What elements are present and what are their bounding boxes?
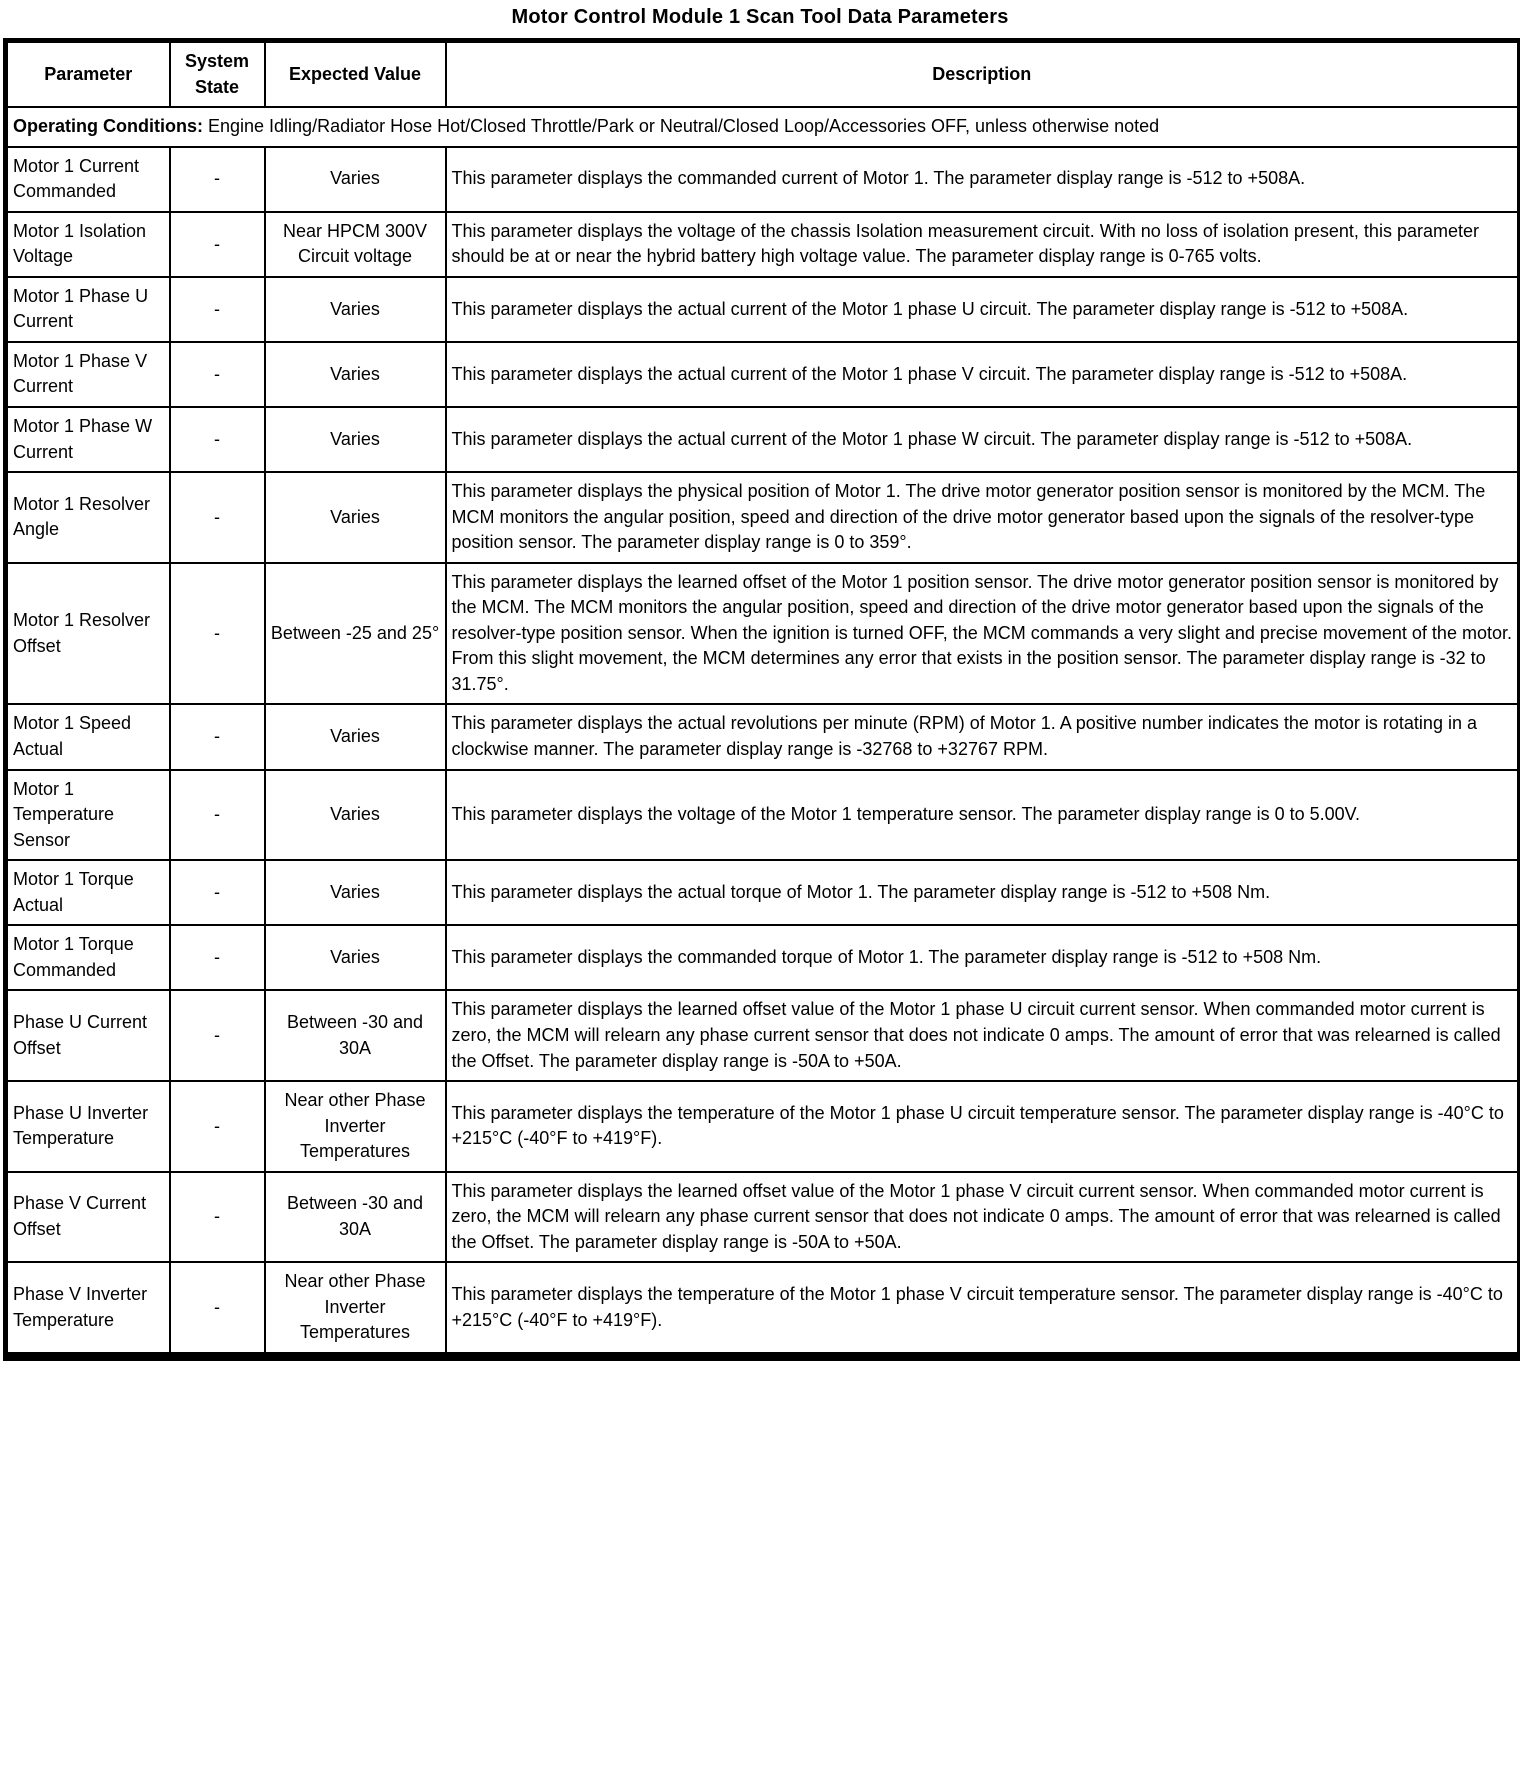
column-header-expected-value: Expected Value: [265, 41, 446, 108]
system-state-cell: -: [170, 1081, 265, 1172]
description-cell: This parameter displays the physical position of Motor 1. The drive motor generator position sensor is monitored by the MCM. The MCM monitors the angular position, speed and direction of the drive motor generator based upon the signals of the resolver-type position sensor. The parameter display range is 0 to 359°.: [446, 472, 1520, 563]
system-state-cell: -: [170, 1172, 265, 1263]
table-row: [6, 407, 1520, 472]
system-state-cell: -: [170, 277, 265, 342]
parameter-cell: Phase V Current Offset: [6, 1172, 170, 1263]
expected-value-cell: Between -30 and 30A: [265, 990, 446, 1081]
description-cell: This parameter displays the temperature of the Motor 1 phase U circuit temperature sensor. The parameter display range is -40°C to +215°C (-40°F to +419°F).: [446, 1081, 1520, 1172]
table-row: [6, 277, 1520, 342]
description-cell: This parameter displays the temperature of the Motor 1 phase V circuit temperature sensor. The parameter display range is -40°C to +215°C (-40°F to +419°F).: [446, 1262, 1520, 1356]
system-state-cell: -: [170, 472, 265, 563]
description-cell: This parameter displays the voltage of the chassis Isolation measurement circuit. With no loss of isolation present, this parameter should be at or near the hybrid battery high voltage value. The parameter display range is 0-765 volts.: [446, 212, 1520, 277]
table-row: [6, 860, 1520, 925]
parameter-cell: Phase U Current Offset: [6, 990, 170, 1081]
table-row: [6, 770, 1520, 861]
description-cell: This parameter displays the learned offset of the Motor 1 position sensor. The drive motor generator position sensor is monitored by the MCM. The MCM monitors the angular position, speed and direction of the drive motor generator based upon the signals of the resolver-type position sensor. When the ignition is turned OFF, the MCM commands a very slight and precise movement of the motor. From this slight movement, the MCM determines any error that exists in the position sensor. The parameter display range is -32 to 31.75°.: [446, 563, 1520, 705]
table-row: [6, 342, 1520, 407]
scan-tool-data-table: [3, 38, 1520, 1361]
parameter-cell: Motor 1 Phase W Current: [6, 407, 170, 472]
description-cell: This parameter displays the voltage of the Motor 1 temperature sensor. The parameter display range is 0 to 5.00V.: [446, 770, 1520, 861]
header-row: [6, 41, 1520, 108]
parameter-cell: Phase V Inverter Temperature: [6, 1262, 170, 1356]
parameter-cell: Motor 1 Resolver Angle: [6, 472, 170, 563]
system-state-cell: -: [170, 342, 265, 407]
table-row: [6, 1172, 1520, 1263]
table-row: [6, 147, 1520, 212]
operating-conditions-text: Engine Idling/Radiator Hose Hot/Closed Throttle/Park or Neutral/Closed Loop/Accessories OFF, unless otherwise noted: [202, 116, 1160, 137]
expected-value-cell: Near other Phase Inverter Temperatures: [265, 1262, 446, 1356]
table-row: [6, 704, 1520, 769]
operating-conditions-row: [6, 107, 1520, 147]
column-header-system-state: System State: [170, 41, 265, 108]
parameter-cell: Motor 1 Resolver Offset: [6, 563, 170, 705]
parameter-cell: Motor 1 Temperature Sensor: [6, 770, 170, 861]
expected-value-cell: Varies: [265, 277, 446, 342]
system-state-cell: -: [170, 407, 265, 472]
parameter-cell: Motor 1 Isolation Voltage: [6, 212, 170, 277]
description-cell: This parameter displays the actual current of the Motor 1 phase U circuit. The parameter display range is -512 to +508A.: [446, 277, 1520, 342]
expected-value-cell: Varies: [265, 147, 446, 212]
table-row: [6, 1081, 1520, 1172]
description-cell: This parameter displays the actual revolutions per minute (RPM) of Motor 1. A positive number indicates the motor is rotating in a clockwise manner. The parameter display range is -32768 to +32767 RPM.: [446, 704, 1520, 769]
system-state-cell: -: [170, 563, 265, 705]
expected-value-cell: Near HPCM 300V Circuit voltage: [265, 212, 446, 277]
description-cell: This parameter displays the actual current of the Motor 1 phase W circuit. The parameter display range is -512 to +508A.: [446, 407, 1520, 472]
description-cell: This parameter displays the actual current of the Motor 1 phase V circuit. The parameter display range is -512 to +508A.: [446, 342, 1520, 407]
table-row: [6, 212, 1520, 277]
expected-value-cell: Between -25 and 25°: [265, 563, 446, 705]
description-cell: This parameter displays the actual torque of Motor 1. The parameter display range is -512 to +508 Nm.: [446, 860, 1520, 925]
table-header: [6, 41, 1520, 108]
parameter-cell: Motor 1 Torque Actual: [6, 860, 170, 925]
table-row: [6, 563, 1520, 705]
table-row: [6, 1262, 1520, 1356]
expected-value-cell: Varies: [265, 860, 446, 925]
expected-value-cell: Near other Phase Inverter Temperatures: [265, 1081, 446, 1172]
parameter-cell: Phase U Inverter Temperature: [6, 1081, 170, 1172]
system-state-cell: -: [170, 990, 265, 1081]
table-body: [6, 107, 1520, 1356]
table-row: [6, 472, 1520, 563]
description-cell: This parameter displays the commanded current of Motor 1. The parameter display range is -512 to +508A.: [446, 147, 1520, 212]
parameter-cell: Motor 1 Phase V Current: [6, 342, 170, 407]
column-header-description: Description: [446, 41, 1520, 108]
description-cell: This parameter displays the commanded torque of Motor 1. The parameter display range is -512 to +508 Nm.: [446, 925, 1520, 990]
parameter-cell: Motor 1 Speed Actual: [6, 704, 170, 769]
parameter-cell: Motor 1 Current Commanded: [6, 147, 170, 212]
expected-value-cell: Between -30 and 30A: [265, 1172, 446, 1263]
table-row: [6, 990, 1520, 1081]
parameter-cell: Motor 1 Phase U Current: [6, 277, 170, 342]
expected-value-cell: Varies: [265, 925, 446, 990]
system-state-cell: -: [170, 770, 265, 861]
parameter-cell: Motor 1 Torque Commanded: [6, 925, 170, 990]
operating-conditions-cell: [6, 107, 1520, 147]
column-header-parameter: Parameter: [6, 41, 170, 108]
expected-value-cell: Varies: [265, 770, 446, 861]
system-state-cell: -: [170, 925, 265, 990]
page-title: Motor Control Module 1 Scan Tool Data Parameters: [511, 6, 1009, 28]
expected-value-cell: Varies: [265, 704, 446, 769]
table-row: [6, 925, 1520, 990]
system-state-cell: -: [170, 704, 265, 769]
expected-value-cell: Varies: [265, 472, 446, 563]
system-state-cell: -: [170, 1262, 265, 1356]
system-state-cell: -: [170, 212, 265, 277]
description-cell: This parameter displays the learned offset value of the Motor 1 phase V circuit current sensor. When commanded motor current is zero, the MCM will relearn any phase current sensor that does not indicate 0 amps. The amount of error that was relearned is called the Offset. The parameter display range is -50A to +50A.: [446, 1172, 1520, 1263]
operating-conditions-label: Operating Conditions:: [13, 116, 203, 137]
system-state-cell: -: [170, 860, 265, 925]
expected-value-cell: Varies: [265, 407, 446, 472]
system-state-cell: -: [170, 147, 265, 212]
description-cell: This parameter displays the learned offset value of the Motor 1 phase U circuit current sensor. When commanded motor current is zero, the MCM will relearn any phase current sensor that does not indicate 0 amps. The amount of error that was relearned is called the Offset. The parameter display range is -50A to +50A.: [446, 990, 1520, 1081]
expected-value-cell: Varies: [265, 342, 446, 407]
